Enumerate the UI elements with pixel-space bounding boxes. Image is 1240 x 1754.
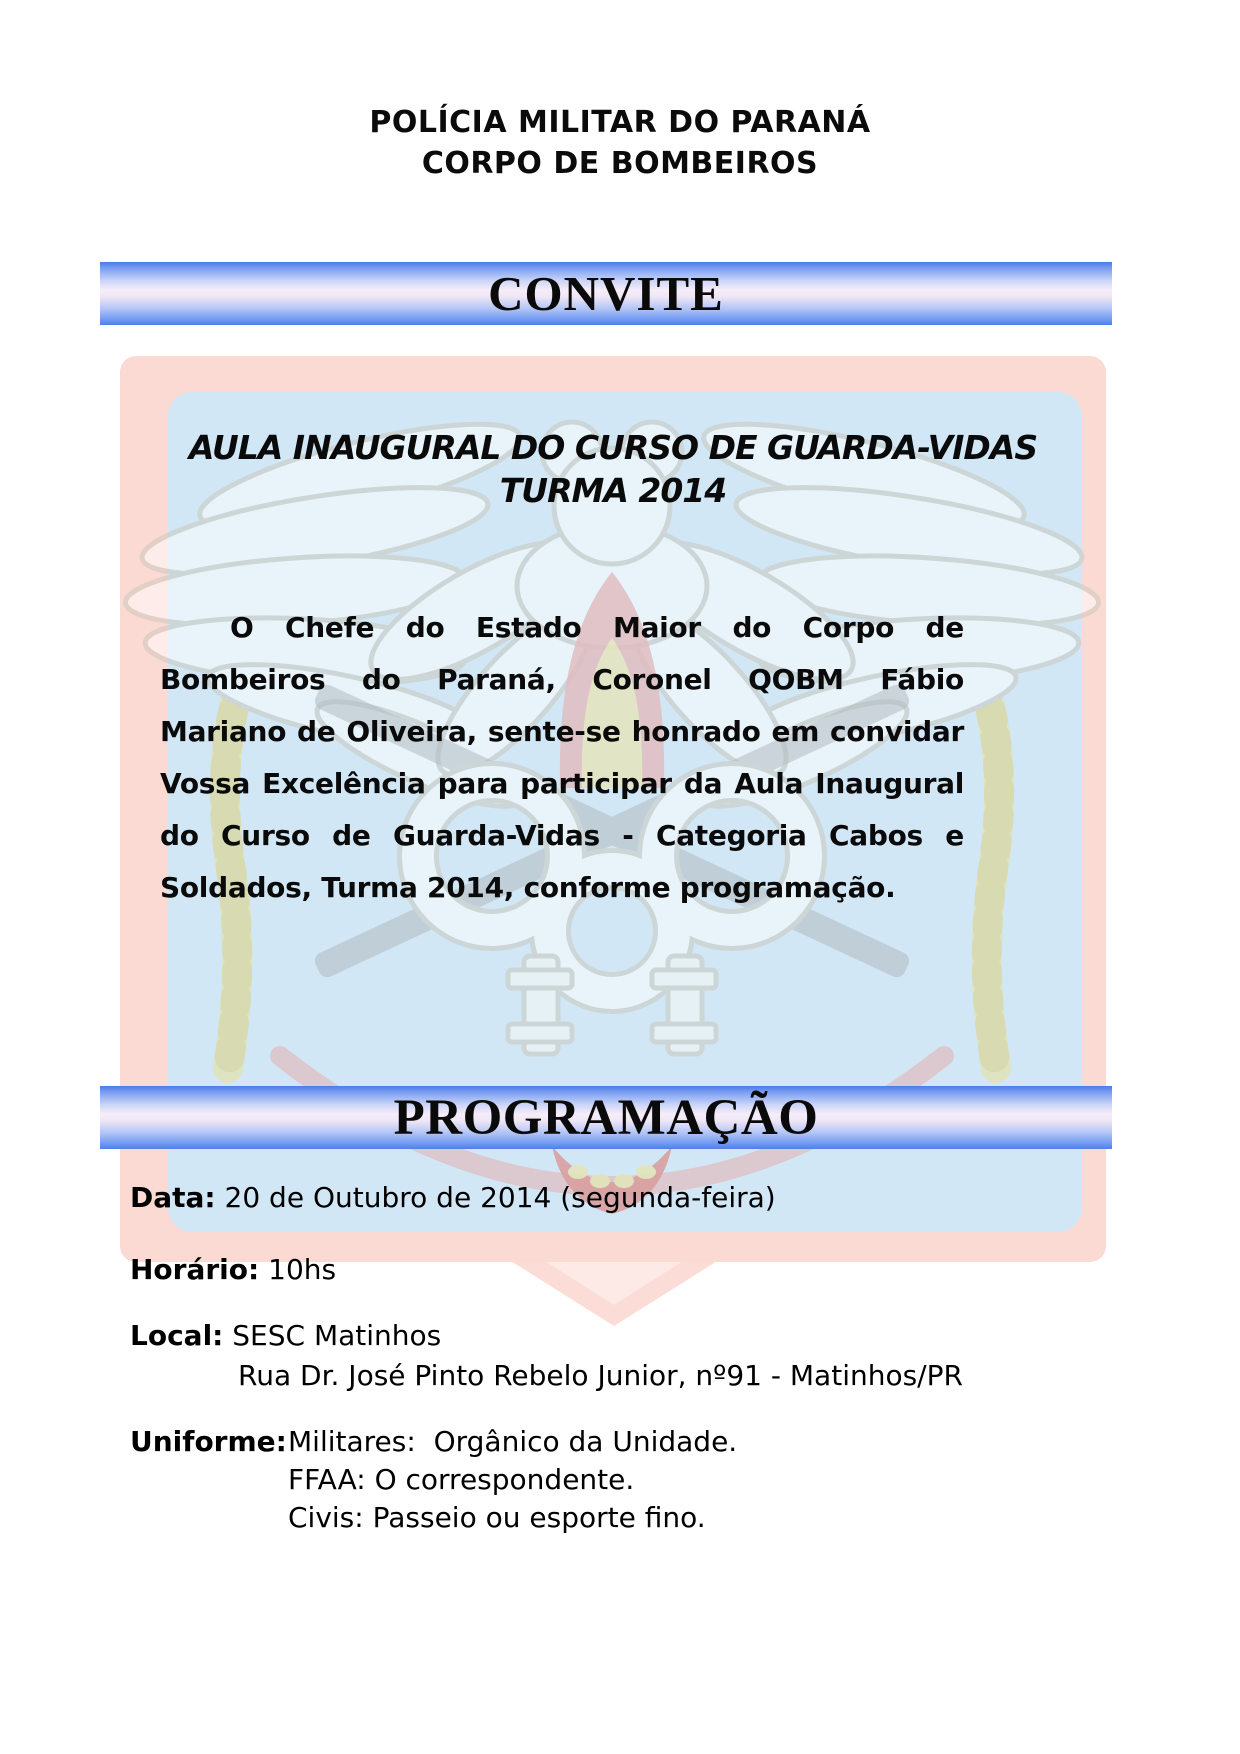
invitation-body-text: O Chefe do Estado Maior do Corpo de Bombeiros do Paraná, Coronel QOBM Fábio Mariano de Oliveira, sente-se honrado em convidar Vossa Excelência para participar da Aula Inaugural do Curso de Guarda-Vidas - Categoria Cabos e Soldados, Turma 2014, conforme programação. — [160, 611, 964, 904]
program-row-uniforme-ffaa — [288, 1462, 634, 1498]
data-label: Data: — [130, 1181, 216, 1214]
local-label: Local: — [130, 1319, 224, 1352]
data-value: 20 de Outubro de 2014 (segunda-feira) — [224, 1181, 776, 1214]
horario-value: 10hs — [268, 1253, 337, 1286]
programacao-banner-title: PROGRAMAÇÃO — [393, 1089, 819, 1146]
local-address: Rua Dr. José Pinto Rebelo Junior, nº91 - Matinhos/PR — [238, 1359, 963, 1392]
program-row-uniforme-civis — [288, 1500, 706, 1536]
letterhead — [0, 102, 1240, 184]
uniforme-ffaa: FFAA: O correspondente. — [288, 1463, 635, 1496]
invitation-title-line-2: TURMA 2014 — [499, 471, 727, 510]
convite-banner-title: CONVITE — [488, 266, 724, 321]
letterhead-line-1: POLÍCIA MILITAR DO PARANÁ — [369, 105, 871, 140]
horario-label: Horário: — [130, 1253, 260, 1286]
letterhead-line-2: CORPO DE BOMBEIROS — [421, 146, 819, 181]
uniforme-militares: Militares: Orgânico da Unidade. — [288, 1425, 738, 1458]
local-value: SESC Matinhos — [232, 1319, 442, 1352]
panel-bottom-chevron — [506, 1258, 722, 1328]
program-row-local-address — [238, 1358, 963, 1394]
uniforme-civis: Civis: Passeio ou esporte fino. — [288, 1501, 706, 1534]
invitation-title-line-1: AULA INAUGURAL DO CURSO DE GUARDA-VIDAS — [188, 428, 1038, 467]
program-row-uniforme — [130, 1424, 737, 1460]
program-row-local — [130, 1318, 441, 1354]
programacao-banner — [100, 1086, 1112, 1149]
program-row-data — [130, 1180, 776, 1216]
convite-banner — [100, 262, 1112, 325]
uniforme-label: Uniforme: — [130, 1425, 287, 1458]
program-row-horario — [130, 1252, 336, 1288]
invitation-title — [120, 426, 1106, 512]
